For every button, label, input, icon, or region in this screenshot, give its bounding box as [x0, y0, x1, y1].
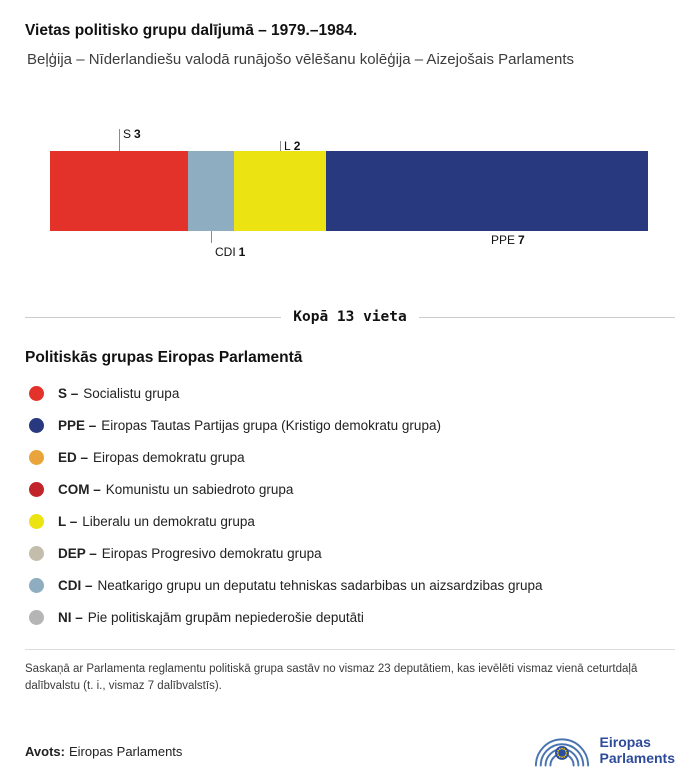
bar-segment-ppe	[326, 151, 648, 231]
legend-item-cdi	[25, 569, 675, 601]
legend-item-l	[25, 505, 675, 537]
bar-segment-cdi	[188, 151, 234, 231]
bar-segment-l	[234, 151, 326, 231]
legend-abbr: L –	[58, 513, 78, 529]
legend-item-ni	[25, 601, 675, 633]
legend-abbr: COM –	[58, 481, 101, 497]
legend-dot	[29, 450, 44, 465]
legend-item-s	[25, 377, 675, 409]
footnote: Saskaņā ar Parlamenta reglamentu politiskā grupa sastāv no vismaz 23 deputātiem, kas ievēlēti vismaz vienā ceturtdaļā dalībvalstu (t. i., vismaz 7 dalībvalstīs).	[25, 649, 675, 696]
legend-dot	[29, 546, 44, 561]
legend-abbr: CDI –	[58, 577, 93, 593]
annotation-label-ppe: PPE 7	[491, 233, 525, 247]
legend-dot	[29, 578, 44, 593]
bar-segment-s	[50, 151, 188, 231]
legend-dot	[29, 418, 44, 433]
source-value: Eiropas Parlaments	[68, 743, 183, 759]
legend-label: Pie politiskajām grupām nepiederošie deputāti	[87, 609, 364, 625]
legend-abbr: ED –	[58, 449, 89, 465]
chart-area	[25, 123, 675, 263]
source-label: Avots:	[25, 743, 65, 759]
legend-title: Politiskās grupas Eiropas Parlamentā	[25, 349, 303, 366]
divider-left	[25, 317, 281, 318]
annotation-label-s: S 3	[123, 127, 141, 141]
legend-label: Eiropas Progresivo demokratu grupa	[101, 545, 322, 561]
annotation-tick-l	[280, 141, 281, 151]
legend-item-com	[25, 473, 675, 505]
divider-right	[419, 317, 675, 318]
european-parliament-logo	[533, 732, 675, 770]
page-subtitle: Beļģija – Nīderlandiešu valodā runājošo vēlēšanu kolēģija – Aizejošais Parlaments	[27, 51, 574, 68]
footer	[25, 732, 675, 770]
legend-label: Eiropas demokratu grupa	[93, 449, 245, 465]
legend-label: Komunistu un sabiedroto grupa	[105, 481, 294, 497]
legend-item-ppe	[25, 409, 675, 441]
legend-label: Eiropas Tautas Partijas grupa (Kristigo demokratu grupa)	[101, 417, 441, 433]
legend-dot	[29, 482, 44, 497]
logo-wordmark	[600, 735, 675, 766]
logo-line-1: Eiropas	[599, 734, 651, 751]
legend-abbr: S –	[58, 385, 79, 401]
annotation-label-l: L 2	[284, 139, 301, 153]
seat-bar	[50, 151, 648, 231]
total-row	[25, 309, 675, 325]
legend-item-ed	[25, 441, 675, 473]
legend-abbr: DEP –	[58, 545, 97, 561]
legend-abbr: PPE –	[58, 417, 97, 433]
source-line	[25, 744, 182, 759]
annotation-tick-s	[119, 129, 120, 151]
page-title: Vietas politisko grupu dalījumā – 1979.–1984.	[25, 22, 358, 39]
legend-dot	[29, 514, 44, 529]
annotation-label-cdi: CDI 1	[215, 245, 246, 259]
legend-dot	[29, 610, 44, 625]
annotation-tick-cdi	[211, 231, 212, 243]
legend-abbr: NI –	[58, 609, 83, 625]
total-seats-label: Kopā 13 vieta	[293, 309, 407, 325]
legend-list	[25, 377, 675, 633]
logo-line-2: Parlaments	[599, 750, 675, 766]
hemicycle-logo-icon	[533, 732, 591, 770]
legend-item-dep	[25, 537, 675, 569]
legend-label: Neatkarigo grupu un deputatu tehniskas sadarbibas un aizsardzibas grupa	[97, 577, 543, 593]
legend-label: Socialistu grupa	[83, 385, 180, 401]
legend-dot	[29, 386, 44, 401]
legend-label: Liberalu un demokratu grupa	[82, 513, 255, 529]
